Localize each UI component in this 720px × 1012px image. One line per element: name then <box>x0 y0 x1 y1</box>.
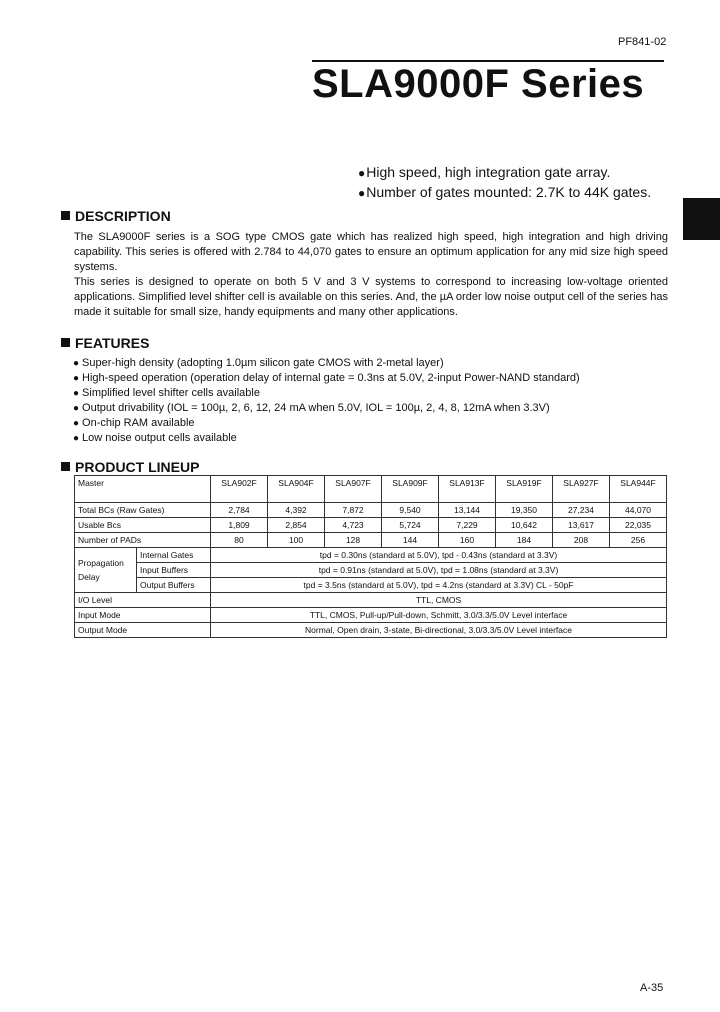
row-label: Input Mode <box>75 608 211 623</box>
features-list <box>73 356 580 446</box>
row-label: Internal Gates <box>137 548 211 563</box>
row-label: I/O Level <box>75 593 211 608</box>
description-paragraph: The SLA9000F series is a SOG type CMOS gate which has realized high speed, high integration and high driving capability. This series is offered with 2.784 to 44,070 gates to ensure an optimum application for any mid size high speed systems. <box>74 231 668 273</box>
table-row <box>75 623 667 638</box>
product-lineup-table <box>74 475 667 638</box>
table-row <box>75 533 667 548</box>
description-body <box>74 230 668 320</box>
propagation-delay-label: Propagation Delay <box>75 548 137 593</box>
table-row <box>75 608 667 623</box>
highlight-item: ● Number of gates mounted: 2.7K to 44K gates. <box>358 183 651 203</box>
table-cell: 22,035 <box>610 518 667 533</box>
row-label: Input Buffers <box>137 563 211 578</box>
section-tab-marker <box>683 198 720 240</box>
feature-item: ● Super-high density (adopting 1.0µm silicon gate CMOS with 2-metal layer) <box>73 356 580 371</box>
table-cell: 100 <box>268 533 325 548</box>
table-cell: TTL, CMOS, Pull-up/Pull-down, Schmitt, 3.0/3.3/5.0V Level interface <box>211 608 667 623</box>
table-cell: 256 <box>610 533 667 548</box>
table-cell: 80 <box>211 533 268 548</box>
highlight-item: ● High speed, high integration gate array. <box>358 163 651 183</box>
description-paragraph: This series is designed to operate on both 5 V and 3 V systems to correspond to increasing low-voltage oriented applications. Simplified level shifter cell is available on this series. And, the µA order low noise output cell of the series has made it suitable for small size, handy equipments and many other applications. <box>74 276 668 318</box>
table-cell: 27,234 <box>553 503 610 518</box>
master-name: SLA902F <box>211 476 268 503</box>
table-row <box>75 518 667 533</box>
table-cell: 144 <box>382 533 439 548</box>
table-cell: 4,723 <box>325 518 382 533</box>
table-cell: 5,724 <box>382 518 439 533</box>
master-label: Master <box>75 476 211 503</box>
table-cell: 19,350 <box>496 503 553 518</box>
master-name: SLA919F <box>496 476 553 503</box>
table-cell: 4,392 <box>268 503 325 518</box>
master-name: SLA909F <box>382 476 439 503</box>
table-cell: 7,872 <box>325 503 382 518</box>
table-cell: 7,229 <box>439 518 496 533</box>
table-cell: 208 <box>553 533 610 548</box>
table-cell: 2,784 <box>211 503 268 518</box>
table-cell: 2,854 <box>268 518 325 533</box>
table-row <box>75 503 667 518</box>
row-label: Number of PADs <box>75 533 211 548</box>
features-heading: FEATURES <box>61 335 149 351</box>
table-row <box>75 476 667 503</box>
table-row <box>75 593 667 608</box>
feature-item: ● On-chip RAM available <box>73 416 580 431</box>
table-cell: 10,642 <box>496 518 553 533</box>
highlights <box>358 163 651 203</box>
row-label: Usable Bcs <box>75 518 211 533</box>
master-name: SLA904F <box>268 476 325 503</box>
table-row <box>75 578 667 593</box>
master-name: SLA907F <box>325 476 382 503</box>
row-label: Output Mode <box>75 623 211 638</box>
page-number: A-35 <box>640 982 664 994</box>
feature-item: ● High-speed operation (operation delay of internal gate = 0.3ns at 5.0V, 2-input Power-NAND standard) <box>73 371 580 386</box>
feature-item: ● Simplified level shifter cells available <box>73 386 580 401</box>
table-row <box>75 563 667 578</box>
table-cell: 13,617 <box>553 518 610 533</box>
master-name: SLA927F <box>553 476 610 503</box>
table-cell: tpd = 0.30ns (standard at 5.0V), tpd - 0.43ns (standard at 3.3V) <box>211 548 667 563</box>
table-cell: 160 <box>439 533 496 548</box>
table-cell: 9,540 <box>382 503 439 518</box>
table-cell: 1,809 <box>211 518 268 533</box>
table-cell: 184 <box>496 533 553 548</box>
lineup-heading: PRODUCT LINEUP <box>61 459 199 475</box>
row-label: Total BCs (Raw Gates) <box>75 503 211 518</box>
table-cell: Normal, Open drain, 3-state, Bi-directional, 3.0/3.3/5.0V Level interface <box>211 623 667 638</box>
table-cell: 128 <box>325 533 382 548</box>
table-row <box>75 548 667 563</box>
table-cell: 44,070 <box>610 503 667 518</box>
feature-item: ● Low noise output cells available <box>73 431 580 446</box>
master-name: SLA913F <box>439 476 496 503</box>
row-label: Output Buffers <box>137 578 211 593</box>
document-id: PF841-02 <box>618 36 667 48</box>
description-heading: DESCRIPTION <box>61 208 171 224</box>
page-title: SLA9000F Series <box>312 62 645 106</box>
master-name: SLA944F <box>610 476 667 503</box>
table-cell: TTL, CMOS <box>211 593 667 608</box>
table-cell: 13,144 <box>439 503 496 518</box>
feature-item: ● Output drivability (IOL = 100µ, 2, 6, 12, 24 mA when 5.0V, IOL = 100µ, 2, 4, 8, 12mA when 3.3V) <box>73 401 580 416</box>
table-cell: tpd = 0.91ns (standard at 5.0V), tpd = 1.08ns (standard at 3.3V) <box>211 563 667 578</box>
table-cell: tpd = 3.5ns (standard at 5.0V), tpd = 4.2ns (standard at 3.3V) CL - 50pF <box>211 578 667 593</box>
